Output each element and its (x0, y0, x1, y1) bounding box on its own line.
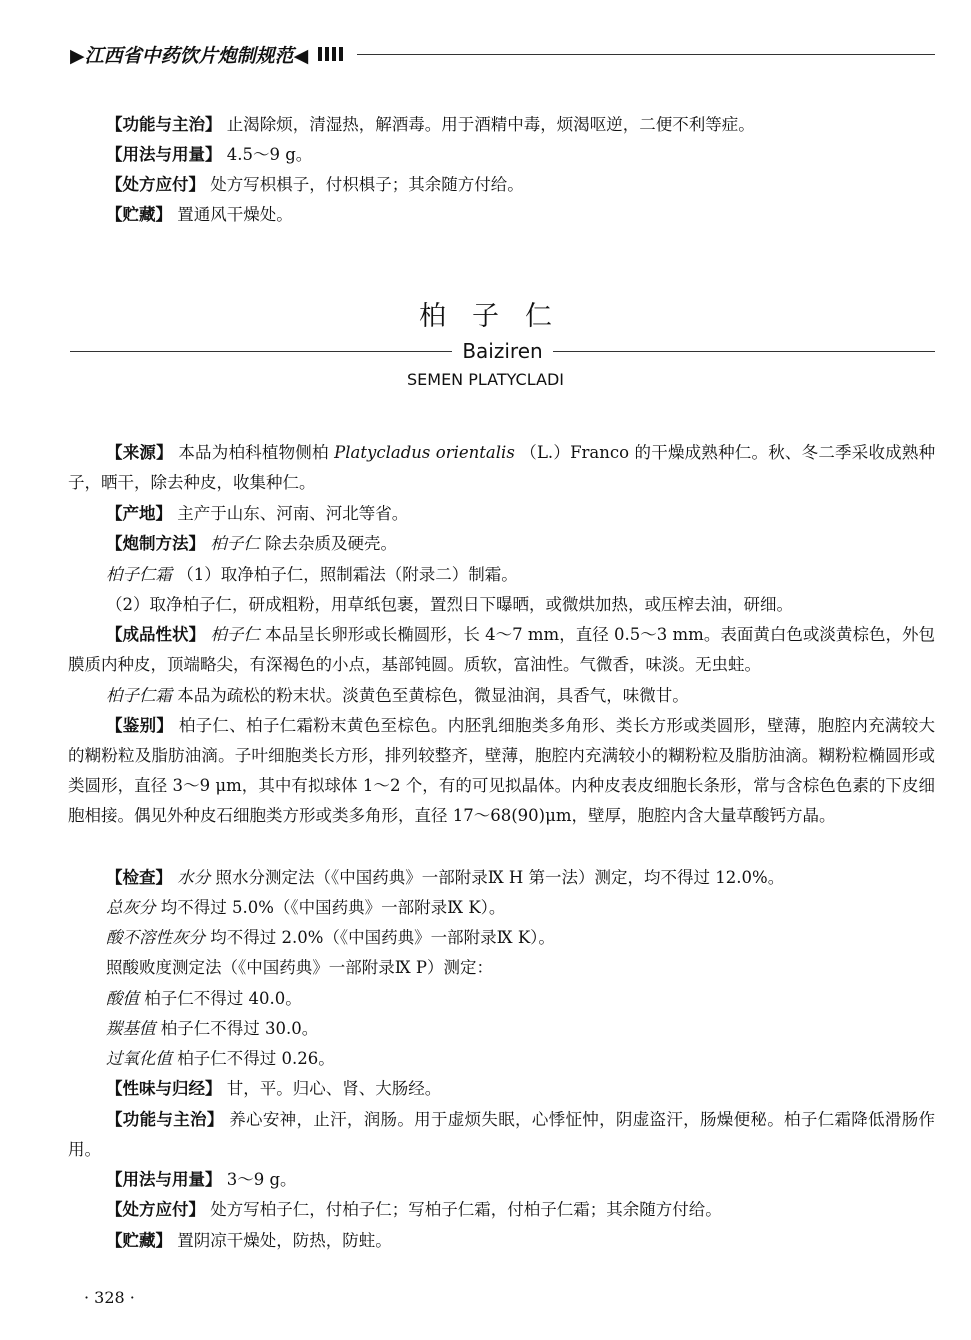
species-name: Platycladus orientalis (334, 443, 515, 462)
pinyin-rule-right (553, 351, 935, 352)
header-bars-ornament (318, 47, 343, 61)
page-number: · 328 · (84, 1288, 135, 1307)
product-paragraph-2: 柏子仁霜 本品为疏松的粉末状。淡黄色至黄棕色，微显油润，具香气，味微甘。 (106, 686, 689, 705)
entry-pinyin: Baiziren (462, 339, 543, 363)
prev-storage-paragraph: 【贮藏】 置通风干燥处。 (106, 205, 293, 224)
prev-dosage-paragraph: 【用法与用量】 4.5～9 g。 (106, 145, 313, 164)
storage-paragraph: 【贮藏】 置阴凉干燥处，防热，防蛀。 (106, 1231, 392, 1250)
check-paragraph-5: 酸值 柏子仁不得过 40.0。 (106, 989, 302, 1008)
entry-title: 柏子仁 (419, 301, 578, 332)
identification-paragraph: 【鉴别】 柏子仁、柏子仁霜粉末黄色至棕色。内胚乳细胞类多角形、类长方形或类圆形，壁薄，胞腔内充满较大的糊粉粒及脂肪油滴。子叶细胞类长方形，排列较整齐，壁薄，胞腔内充满较小的糊粉粒及脂肪油滴。糊粉粒椭圆形或类圆形，直径 3～9 μm，其中有拟球体 1～2 个，有的可见拟晶体。内种皮表皮细胞长条形，常与含棕色色素的下皮细胞相接。偶见外种皮石细胞类方形或类多角形，直径 17～68(90)μm，壁厚，胞腔内含大量草酸钙方晶。 (68, 716, 936, 825)
header-rule (357, 54, 935, 55)
check-paragraph-6: 羰基值 柏子仁不得过 30.0。 (106, 1019, 319, 1038)
prev-prescription-paragraph: 【处方应付】 处方写枳椇子，付枳椇子；其余随方付给。 (106, 175, 524, 194)
check-paragraph-2: 总灰分 均不得过 5.0%（《中国药典》一部附录Ⅸ K）。 (106, 898, 506, 917)
check-paragraph-4: 照酸败度测定法（《中国药典》一部附录Ⅸ P）测定： (106, 958, 494, 977)
origin-paragraph: 【产地】 主产于山东、河南、河北等省。 (106, 504, 409, 523)
header-title: ▶江西省中药饮片炮制规范◀ (70, 44, 309, 67)
entry-latin-name: SEMEN PLATYCLADI (407, 370, 564, 389)
dosage-paragraph: 【用法与用量】 3～9 g。 (106, 1170, 297, 1189)
check-paragraph-7: 过氧化值 柏子仁不得过 0.26。 (106, 1049, 335, 1068)
prev-function-paragraph: 【功能与主治】 止渴除烦，清湿热，解酒毒。用于酒精中毒，烦渴呕逆，二便不利等症。 (106, 115, 755, 134)
processing-paragraph-2: 柏子仁霜 （1）取净柏子仁，照制霜法（附录二）制霜。 (106, 565, 518, 584)
nature-paragraph: 【性味与归经】 甘，平。归心、肾、大肠经。 (106, 1079, 442, 1098)
pinyin-row (70, 336, 935, 366)
processing-paragraph-1: 【炮制方法】 柏子仁 除去杂质及硬壳。 (106, 534, 397, 553)
function-paragraph: 【功能与主治】 养心安神，止汗，润肠。用于虚烦失眠，心悸怔忡，阴虚盗汗，肠燥便秘。柏子仁霜降低滑肠作用。 (68, 1110, 936, 1159)
processing-paragraph-3: （2）取净柏子仁，研成粗粉，用草纸包裹，置烈日下曝晒，或微烘加热，或压榨去油，研细。 (106, 595, 793, 614)
product-paragraph-1: 【成品性状】 柏子仁 本品呈长卵形或长椭圆形，长 4～7 mm，直径 0.5～3 mm。表面黄白色或淡黄棕色，外包膜质内种皮，顶端略尖，有深褐色的小点，基部钝圆。质软，富油性。气微香，味淡。无虫蛀。 (68, 625, 936, 674)
source-paragraph: 【来源】 本品为柏科植物侧柏 Platycladus orientalis （L.）Franco 的干燥成熟种仁。秋、冬二季采收成熟种子，晒干，除去种皮，收集种仁。 (68, 443, 936, 492)
prescription-paragraph: 【处方应付】 处方写柏子仁，付柏子仁；写柏子仁霜，付柏子仁霜；其余随方付给。 (106, 1200, 722, 1219)
pinyin-rule-left (70, 351, 452, 352)
running-header (70, 38, 935, 70)
check-paragraph-1: 【检查】 水分 照水分测定法（《中国药典》一部附录Ⅸ H 第一法）测定，均不得过 12.0%。 (106, 868, 785, 887)
check-paragraph-3: 酸不溶性灰分 均不得过 2.0%（《中国药典》一部附录Ⅸ K）。 (106, 928, 555, 947)
